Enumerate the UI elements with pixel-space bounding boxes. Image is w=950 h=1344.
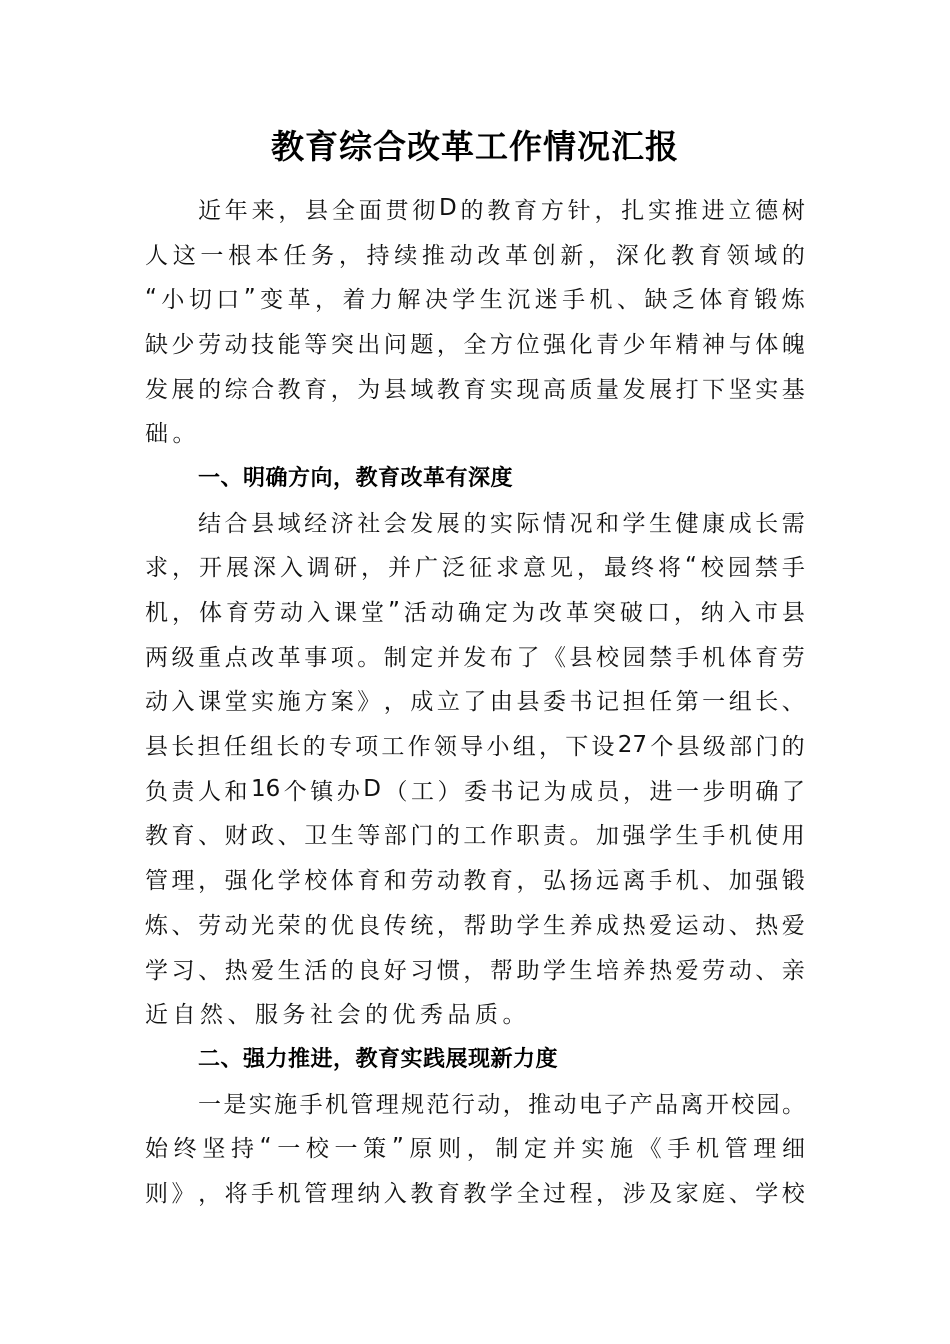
paragraph-line: 求 ， 开 展 深 入 调 研 ， 并 广 泛 征 求 意 见 ， 最 终 将 “ 校 园 禁 手 [145, 552, 805, 582]
paragraph [145, 1080, 805, 1214]
paragraph-line: 两 级 重 点 改 革 事 项 。 制 定 并 发 布 了 《 县 校 园 禁 手 机 体 育 劳 [145, 644, 805, 671]
paragraph-line: 缺 少 劳 动 技 能 等 突 出 问 题 ， 全 方 位 强 化 青 少 年 精 神 与 体 魄 [145, 331, 805, 358]
paragraph-line: 人 这 一 根 本 任 务 ， 持 续 推 动 改 革 创 新 ， 深 化 教 育 领 域 的 [145, 242, 805, 269]
paragraph-line: 结 合 县 域 经 济 社 会 发 展 的 实 际 情 况 和 学 生 健 康 成 长 需 [198, 510, 805, 537]
paragraph-line: 近自然、服务社会的优秀品质。 [145, 1002, 530, 1029]
paragraph [145, 499, 805, 1035]
document-title: 教育综合改革工作情况汇报 [271, 127, 679, 166]
paragraph-line: 县 长 担 任 组 长 的 专 项 工 作 领 导 小 组 ， 下 设 27 个 县 级 部 门 的 [145, 731, 805, 761]
paragraph-line: 始 终 坚 持 “ 一 校 一 策 ” 原 则 ， 制 定 并 实 施 《 手 机 管 理 细 [145, 1133, 805, 1163]
paragraph-line: 发 展 的 综 合 教 育 ， 为 县 域 教 育 实 现 高 质 量 发 展 打 下 坚 实 基 [145, 376, 805, 403]
paragraph-line: 动 入 课 堂 实 施 方 案 》 ， 成 立 了 由 县 委 书 记 担 任 第 一 组 长 、 [145, 689, 805, 716]
paragraph [145, 186, 805, 454]
section-heading: 二、强力推进，教育实践展现新力度 [198, 1046, 559, 1072]
paragraph-line: 础。 [145, 421, 200, 448]
document-body [145, 186, 805, 1214]
section-heading: 一、明确方向，教育改革有深度 [198, 465, 514, 491]
paragraph-line: 一 是 实 施 手 机 管 理 规 范 行 动 ， 推 动 电 子 产 品 离 开 校 园 。 [198, 1091, 805, 1118]
paragraph-line: 近 年 来 ， 县 全 面 贯 彻 D 的 教 育 方 针 ， 扎 实 推 进 立 德 树 [198, 195, 805, 224]
paragraph-line: 教 育 、 财 政 、 卫 生 等 部 门 的 工 作 职 责 。 加 强 学 生 手 机 使 用 [145, 823, 805, 850]
paragraph-line: 则 》 ， 将 手 机 管 理 纳 入 教 育 教 学 全 过 程 ， 涉 及 家 庭 、 学 校 [145, 1180, 805, 1207]
paragraph-line: 学 习 、 热 爱 生 活 的 良 好 习 惯 ， 帮 助 学 生 培 养 热 爱 劳 动 、 亲 [145, 957, 805, 984]
paragraph-line: 负 责 人 和 16 个 镇 办 D （ 工 ） 委 书 记 为 成 员 ， 进 一 步 明 确 了 [145, 776, 805, 805]
paragraph-line: 机 ， 体 育 劳 动 入 课 堂 ” 活 动 确 定 为 改 革 突 破 口 ， 纳 入 市 县 [145, 597, 805, 627]
paragraph-line: “ 小 切 口 ” 变 革 ， 着 力 解 决 学 生 沉 迷 手 机 、 缺 乏 体 育 锻 炼 [145, 284, 805, 314]
paragraph-line: 管 理 ， 强 化 学 校 体 育 和 劳 动 教 育 ， 弘 扬 远 离 手 机 、 加 强 锻 [145, 868, 805, 895]
paragraph-line: 炼 、 劳 动 光 荣 的 优 良 传 统 ， 帮 助 学 生 养 成 热 爱 运 动 、 热 爱 [145, 912, 805, 939]
